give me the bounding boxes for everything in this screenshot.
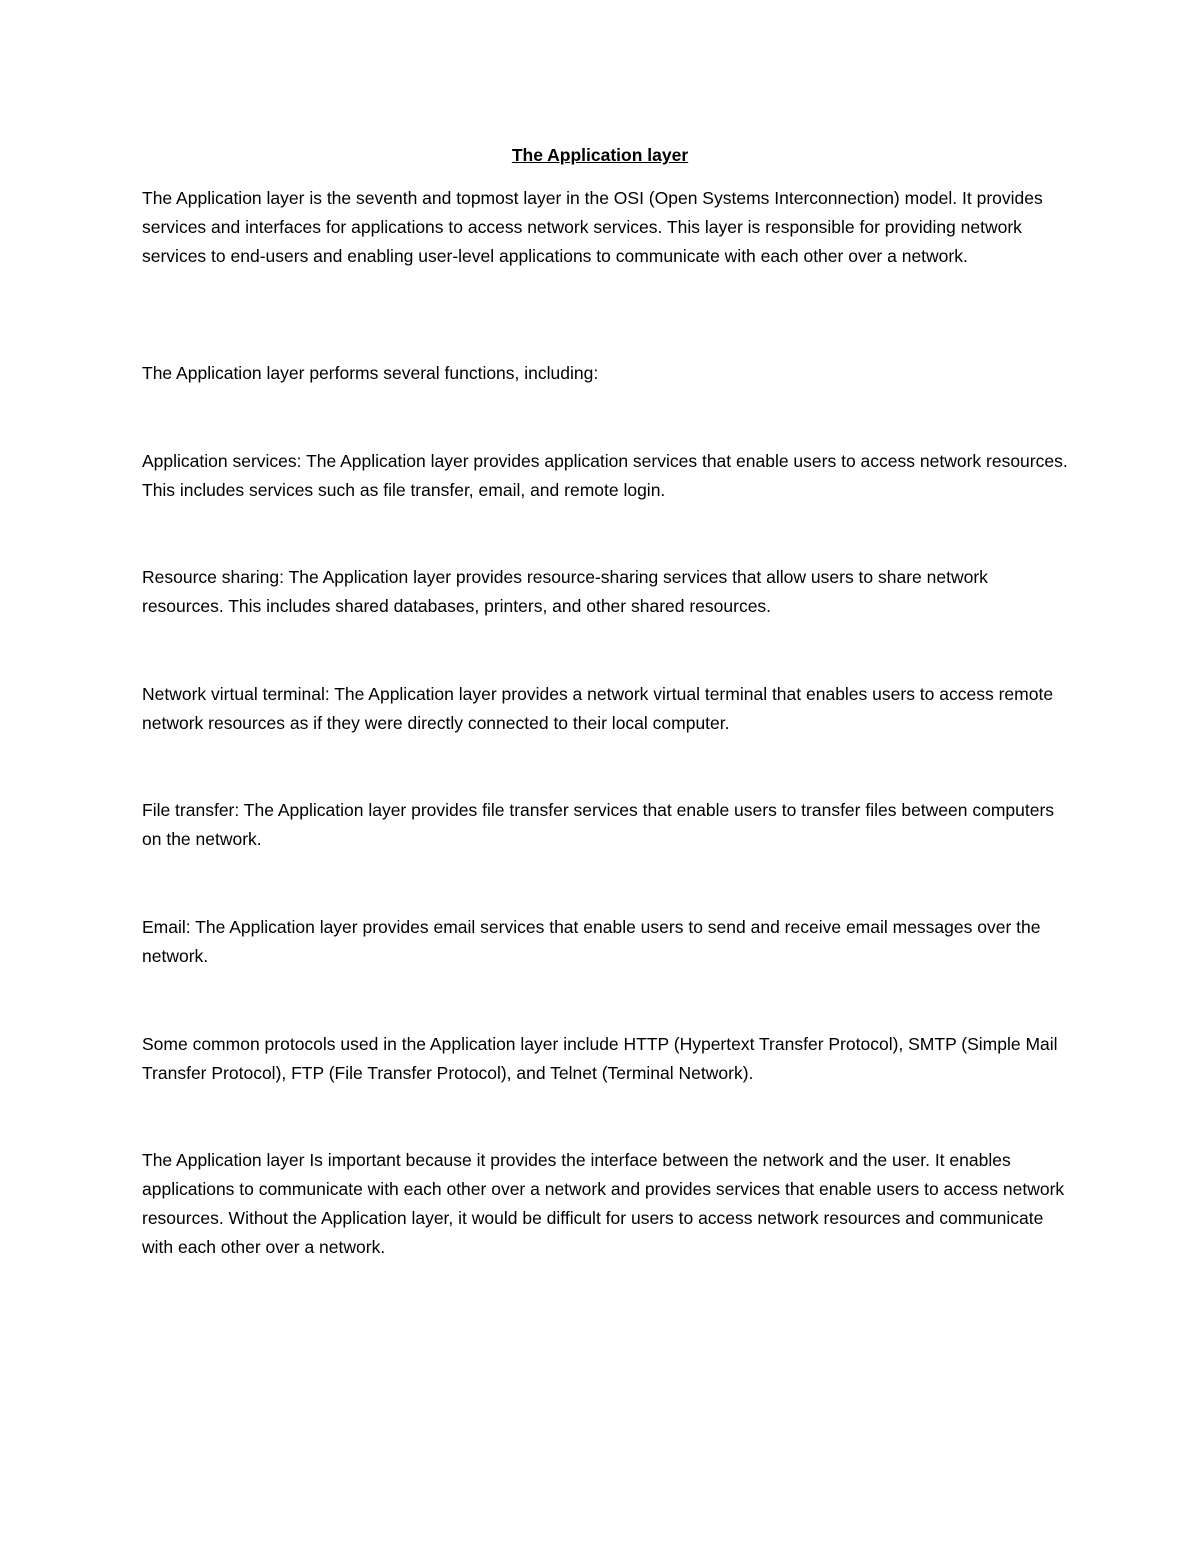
paragraph-resource-sharing: Resource sharing: The Application layer provides resource-sharing services that allow users to share network resources. This includes shared databases, printers, and other shared resources. <box>142 567 988 616</box>
paragraph-file-transfer: File transfer: The Application layer provides file transfer services that enable users to transfer files between computers on the network. <box>142 800 1055 849</box>
paragraph-protocols: Some common protocols used in the Application layer include HTTP (Hypertext Transfer Protocol), SMTP (Simple Mail Transfer Protocol), FTP (File Transfer Protocol), and Telnet (Terminal Network). <box>142 1034 1058 1083</box>
paragraph-functions-intro: The Application layer performs several functions, including: <box>142 363 599 383</box>
paragraph-email: Email: The Application layer provides email services that enable users to send and receive email messages over the network. <box>142 917 1041 966</box>
paragraph-network-virtual-terminal: Network virtual terminal: The Application layer provides a network virtual terminal that enables users to access remote network resources as if they were directly connected to their local computer. <box>142 684 1054 733</box>
paragraph-importance: The Application layer Is important because it provides the interface between the network and the user. It enables applications to communicate with each other over a network and provides services that enable users to access network resources. Without the Application layer, it would be difficult for users to access network resources and communicate with each other over a network. <box>142 1150 1065 1257</box>
paragraph-introduction: The Application layer is the seventh and topmost layer in the OSI (Open Systems Interconnection) model. It provides services and interfaces for applications to access network services. This layer is responsible for providing network services to end-users and enabling user-level applications to communicate with each other over a network. <box>142 188 1043 266</box>
paragraph-application-services: Application services: The Application layer provides application services that enable users to access network resources. This includes services such as file transfer, email, and remote login. <box>142 451 1068 500</box>
document-title: The Application layer <box>511 145 689 165</box>
